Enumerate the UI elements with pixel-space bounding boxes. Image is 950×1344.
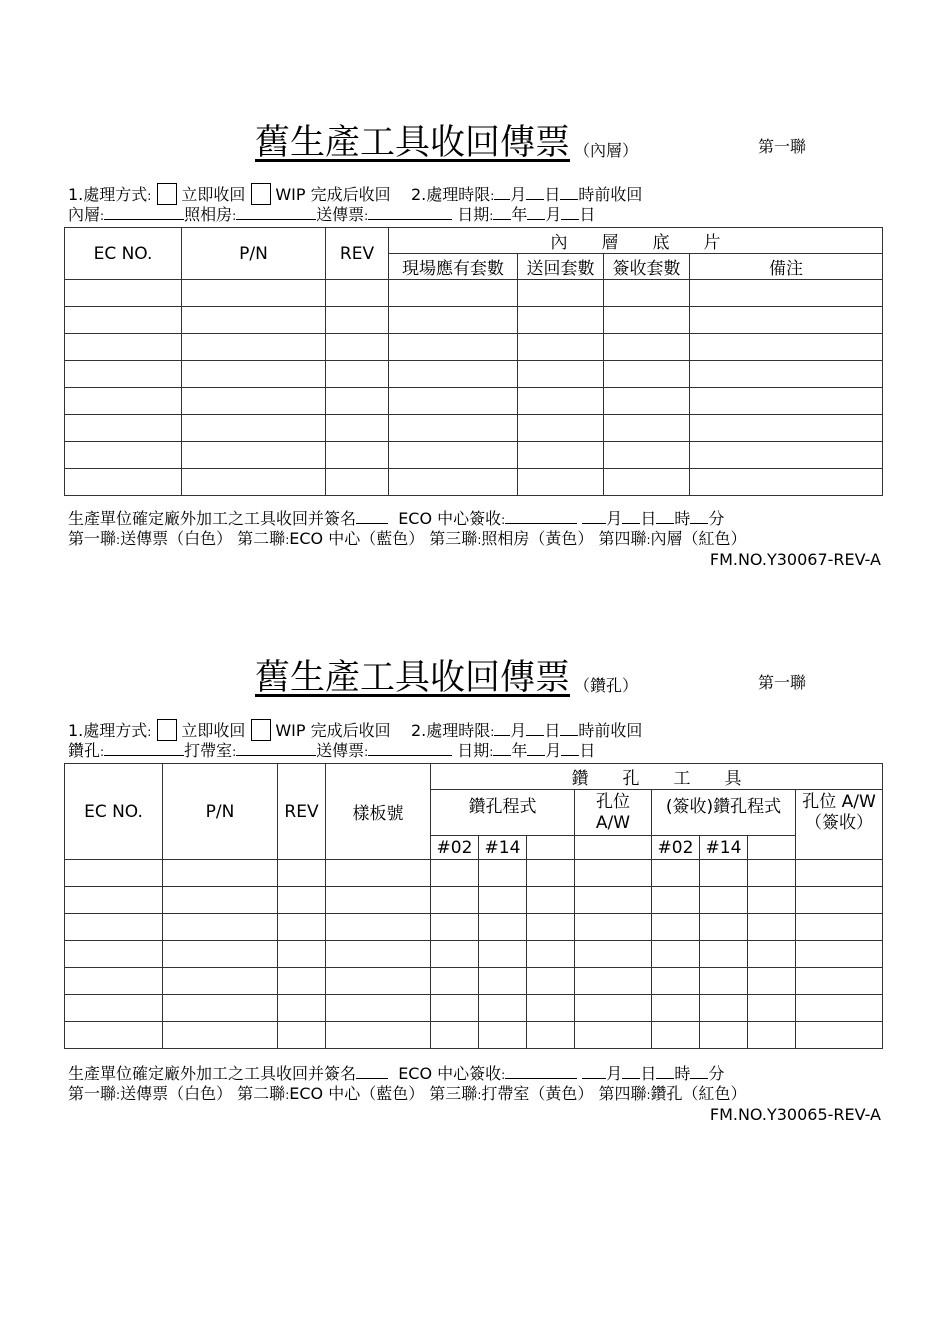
inner-layer-table	[64, 227, 883, 496]
deadline-hour-field[interactable]	[560, 721, 578, 736]
table-row	[65, 914, 883, 941]
ticket-field[interactable]	[368, 205, 452, 220]
eco-sign-field[interactable]	[505, 1064, 577, 1079]
table-row	[65, 860, 883, 887]
table-row	[65, 941, 883, 968]
signature-line: 生產單位確定廠外加工之工具收回并簽名 ECO 中心簽收: 月 日 時 分	[68, 509, 725, 528]
col-num-02-signed: #02	[652, 836, 700, 860]
table-row	[65, 442, 883, 469]
group-inner-film: 內 層 底 片	[389, 228, 883, 254]
copy-label: 第一聯	[758, 137, 807, 156]
group-drilling-tools: 鑽 孔 工 具	[431, 764, 883, 790]
photo-room-field[interactable]	[236, 205, 316, 220]
table-row	[65, 469, 883, 496]
form-title: 舊生產工具收回傳票 （鑽孔）	[255, 658, 639, 698]
col-ec-no: EC NO.	[65, 228, 182, 280]
deadline-day-field[interactable]	[526, 721, 544, 736]
col-pn: P/N	[163, 764, 278, 860]
copies-distribution: 第一聯:送傳票（白色） 第二聯:ECO 中心（藍色） 第三聯:照相房（黃色） 第四聯:內層（紅色）	[68, 529, 747, 548]
processing-line: 1.處理方式: 立即收回 WIP 完成后收回 2.處理時限: 月 日 時前收回	[68, 185, 643, 204]
form-title: 舊生產工具收回傳票 （內層）	[255, 123, 639, 163]
form-subtitle: （鑽孔）	[574, 676, 639, 695]
form-number: FM.NO.Y30065-REV-A	[709, 1105, 881, 1124]
signature-field[interactable]	[356, 509, 388, 524]
table-row	[65, 415, 883, 442]
deadline-month-field[interactable]	[494, 185, 510, 200]
signature-field[interactable]	[356, 1064, 388, 1079]
col-signed-drill-program: (簽收)鑽孔程式	[652, 790, 796, 836]
table-row	[65, 361, 883, 388]
form-number: FM.NO.Y30067-REV-A	[709, 550, 881, 569]
col-rev: REV	[326, 228, 389, 280]
routing-line: 內層: 照相房: 送傳票: 日期: 年 月 日	[68, 205, 596, 224]
routing-line: 鑽孔: 打帶室: 送傳票: 日期: 年 月 日	[68, 741, 596, 760]
immediate-checkbox[interactable]	[157, 719, 177, 741]
immediate-label: 立即收回	[181, 185, 246, 204]
immediate-checkbox[interactable]	[157, 183, 177, 205]
col-num-14-signed: #14	[700, 836, 748, 860]
deadline-month-field[interactable]	[494, 721, 510, 736]
deadline-hour-field[interactable]	[560, 185, 578, 200]
wip-label: WIP 完成后收回	[275, 185, 391, 204]
table-row	[65, 1022, 883, 1049]
table-row	[65, 968, 883, 995]
col-expected-sets: 現場應有套數	[389, 254, 518, 280]
col-num-02: #02	[431, 836, 479, 860]
inner-layer-field[interactable]	[104, 205, 184, 220]
table-row	[65, 887, 883, 914]
table-row	[65, 280, 883, 307]
col-hole-aw: 孔位 A/W	[575, 790, 652, 836]
drilling-tool-table	[64, 763, 883, 1049]
eco-sign-field[interactable]	[505, 509, 577, 524]
date-year-field[interactable]	[493, 741, 511, 756]
date-month-field[interactable]	[527, 205, 545, 220]
date-month-field[interactable]	[527, 741, 545, 756]
immediate-label: 立即收回	[181, 721, 246, 740]
wip-label: WIP 完成后收回	[275, 721, 391, 740]
col-returned-sets: 送回套數	[518, 254, 604, 280]
table-row	[65, 334, 883, 361]
col-rev: REV	[278, 764, 326, 860]
deadline-day-field[interactable]	[526, 185, 544, 200]
col-hole-aw-signed: 孔位 A/W （簽收）	[796, 790, 883, 860]
date-year-field[interactable]	[493, 205, 511, 220]
col-ec-no: EC NO.	[65, 764, 163, 860]
tape-room-field[interactable]	[236, 741, 316, 756]
col-drill-program: 鑽孔程式	[431, 790, 575, 836]
signature-line: 生產單位確定廠外加工之工具收回并簽名 ECO 中心簽收: 月 日 時 分	[68, 1064, 725, 1083]
col-remarks: 備注	[690, 254, 883, 280]
col-sample-no: 樣板號	[326, 764, 431, 860]
col-num-14: #14	[479, 836, 527, 860]
table-row	[65, 307, 883, 334]
table-row	[65, 995, 883, 1022]
wip-checkbox[interactable]	[251, 183, 271, 205]
ticket-field[interactable]	[368, 741, 452, 756]
col-signed-sets: 簽收套數	[604, 254, 690, 280]
processing-line: 1.處理方式: 立即收回 WIP 完成后收回 2.處理時限: 月 日 時前收回	[68, 721, 643, 740]
drilling-field[interactable]	[104, 741, 184, 756]
copies-distribution: 第一聯:送傳票（白色） 第二聯:ECO 中心（藍色） 第三聯:打帶室（黃色） 第四聯:鑽孔（紅色）	[68, 1084, 747, 1103]
copy-label: 第一聯	[758, 673, 807, 692]
table-row	[65, 388, 883, 415]
date-day-field[interactable]	[561, 741, 579, 756]
date-day-field[interactable]	[561, 205, 579, 220]
form-subtitle: （內層）	[574, 141, 639, 160]
col-pn: P/N	[182, 228, 326, 280]
wip-checkbox[interactable]	[251, 719, 271, 741]
